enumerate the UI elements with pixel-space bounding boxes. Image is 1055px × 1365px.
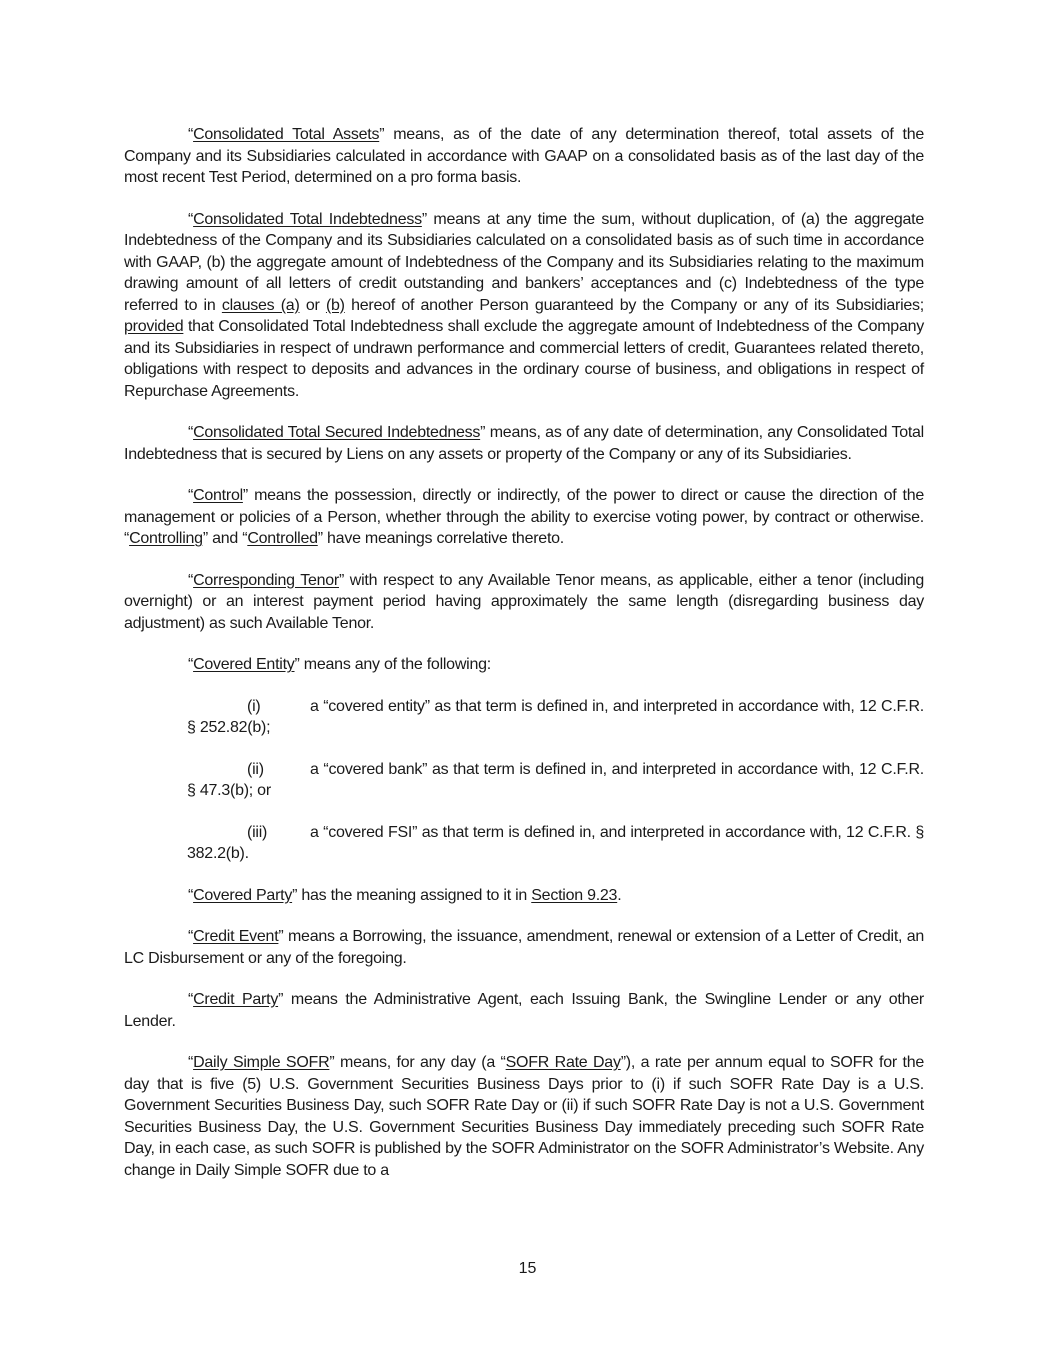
definition-text: ”), a rate per annum equal to SOFR for the day that is five (5) U.S. Government Securities Business Days prior to (i) if such SOFR Rate Day is a U.S. Government Securities Business Day, such SOFR Rate Day or (ii) if such SOFR Rate Day is not a U.S. Government Securities Business Day, the U.S. Government Securities Business Day immediately preceding such SOFR Rate Day, in each case, as such SOFR is published by the SOFR Administrator on the SOFR Administrator’s Website. Any change in Daily Simple SOFR due to a <box>124 1054 924 1179</box>
covered-entity-item-i <box>187 696 924 739</box>
definition-consolidated-total-secured-indebtedness <box>124 422 924 465</box>
defined-term: Credit Party <box>193 991 279 1008</box>
open-quote: “ <box>188 210 194 228</box>
defined-term: Control <box>193 487 243 504</box>
defined-term: SOFR Rate Day <box>505 1054 621 1071</box>
close-quote: ” <box>379 126 385 143</box>
open-quote: “ <box>188 126 194 143</box>
cross-reference: (b) <box>325 296 345 314</box>
definition-credit-party <box>124 989 924 1032</box>
defined-term: Daily Simple SOFR <box>193 1054 330 1071</box>
open-quote: “ <box>188 656 194 673</box>
open-quote: “ <box>188 1054 194 1071</box>
definition-text: means, for any day (a “ <box>334 1054 506 1071</box>
cross-reference: clauses (a) <box>221 296 300 314</box>
close-quote: ” <box>421 210 427 228</box>
definition-text: . <box>617 886 622 904</box>
list-item-number: (ii) <box>247 760 264 778</box>
definition-corresponding-tenor <box>124 570 924 635</box>
cross-reference: Section 9.23 <box>531 886 618 904</box>
document-body <box>124 124 924 1201</box>
proviso-term: provided <box>124 318 184 335</box>
definition-text: ” and “ <box>202 530 248 547</box>
close-quote: ” <box>278 991 284 1008</box>
definition-text: means the Administrative Agent, each Issuing Bank, the Swingline Lender or any other Lender. <box>124 991 925 1030</box>
definition-text: means the possession, directly or indirectly, of the power to direct or cause the direction of the management or policies of a Person, whether through the ability to exercise voting power, by contract or otherwise. “ <box>124 487 924 547</box>
definition-consolidated-total-indebtedness <box>124 209 924 403</box>
open-quote: “ <box>188 424 194 441</box>
defined-term: Controlled <box>247 530 318 547</box>
open-quote: “ <box>188 886 194 904</box>
definition-covered-entity <box>124 654 924 676</box>
definition-control <box>124 485 924 550</box>
defined-term: Consolidated Total Assets <box>193 126 380 143</box>
defined-term: Controlling <box>129 530 203 547</box>
close-quote: ” <box>294 656 300 673</box>
definition-text: or <box>299 296 326 314</box>
open-quote: “ <box>188 487 194 504</box>
definition-text: hereof of another Person guaranteed by the Company or any of its Subsidiaries; <box>344 296 925 314</box>
definition-text: with respect to any Available Tenor means, as applicable, either a tenor (including overnight) or an interest payment period having approximately the same length (disregarding business day adjustment) as such Available Tenor. <box>124 571 924 632</box>
open-quote: “ <box>188 571 194 589</box>
defined-term: Covered Entity <box>193 656 295 673</box>
definition-daily-simple-sofr <box>124 1052 924 1181</box>
defined-term: Corresponding Tenor <box>193 571 339 589</box>
list-item-text: a “covered bank” as that term is defined in, and interpreted in accordance with, 12 C.F.R. § 47.3(b); or <box>187 760 924 799</box>
definition-covered-party <box>124 885 924 907</box>
close-quote: ” <box>339 571 345 589</box>
list-item-text: a “covered FSI” as that term is defined in, and interpreted in accordance with, 12 C.F.R. § 382.2(b). <box>187 823 924 862</box>
page-number: 15 <box>518 1260 537 1277</box>
open-quote: “ <box>188 928 194 945</box>
definition-text: means any of the following: <box>299 656 491 673</box>
list-item-number: (i) <box>247 697 261 715</box>
definition-text: ” have meanings correlative thereto. <box>317 530 564 547</box>
definition-text: means a Borrowing, the issuance, amendment, renewal or extension of a Letter of Credit, an LC Disbursement or any of the foregoing. <box>124 928 924 967</box>
definition-consolidated-total-assets <box>124 124 924 189</box>
close-quote: ” <box>480 424 486 441</box>
close-quote: ” <box>278 928 284 945</box>
definition-text: has the meaning assigned to it in <box>297 886 532 904</box>
open-quote: “ <box>188 991 194 1008</box>
definition-text: means, as of the date of any determination thereof, total assets of the Company and its Subsidiaries calculated in accordance with GAAP on a consolidated basis as of the last day of the most recent Test Period, determined on a pro forma basis. <box>124 126 925 186</box>
covered-entity-item-ii <box>187 759 924 802</box>
defined-term: Consolidated Total Secured Indebtedness <box>193 424 481 441</box>
covered-entity-item-iii <box>187 822 924 865</box>
defined-term: Credit Event <box>193 928 279 945</box>
definition-credit-event <box>124 926 924 969</box>
definition-text: that Consolidated Total Indebtedness shall exclude the aggregate amount of Indebtedness of the Company and its Subsidiaries in respect of undrawn performance and commercial letters of credit, Guarantees related thereto, obligations with respect to deposits and advances in the ordinary course of business, and obligations in respect of Repurchase Agreements. <box>124 318 924 400</box>
defined-term: Covered Party <box>193 886 293 904</box>
close-quote: ” <box>242 487 248 504</box>
list-item-text: a “covered entity” as that term is defined in, and interpreted in accordance with, 12 C.F.R. § 252.82(b); <box>187 697 924 736</box>
definition-text: means at any time the sum, without duplication, of (a) the aggregate Indebtedness of the Company and its Subsidiaries calculated on a consolidated basis as of such time in accordance with GAAP, (b) the aggregate amount of Indebtedness of the Company and its Subsidiaries relating to the maximum drawing amount of all letters of credit outstanding and bankers’ acceptances and (c) Indebtedness of the type referred to in <box>124 210 924 314</box>
defined-term: Consolidated Total Indebtedness <box>193 210 422 228</box>
close-quote: ” <box>329 1054 335 1071</box>
definition-text: means, as of any date of determination, any Consolidated Total Indebtedness that is secured by Liens on any assets or property of the Company or any of its Subsidiaries. <box>124 424 924 463</box>
list-item-number: (iii) <box>247 823 268 841</box>
close-quote: ” <box>292 886 298 904</box>
